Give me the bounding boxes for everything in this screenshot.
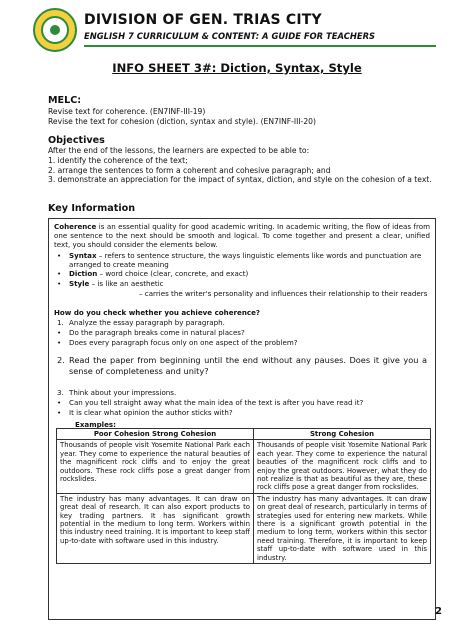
objective-item-2: 2. arrange the sentences to form a coherent and cohesive paragraph; and	[48, 166, 331, 175]
element-term: Syntax	[69, 251, 97, 260]
info-sheet-title: INFO SHEET 3#: Diction, Syntax, Style	[112, 61, 362, 75]
bullet-icon: •	[57, 328, 62, 337]
melc-heading: MELC:	[48, 95, 82, 106]
step-3-bullet-1	[57, 398, 429, 408]
step-1	[57, 318, 429, 328]
cohesion-examples-table	[56, 428, 431, 564]
step-text: Read the paper from beginning until the end without any pauses. Does it give you a sense of completeness and unity?	[69, 355, 427, 376]
style-subnote: – carries the writer's personality and influences their relationship to their readers	[139, 289, 428, 298]
objectives-intro: After the end of the lessons, the learners are expected to be able to:	[48, 146, 310, 155]
key-info-heading: Key Information	[48, 203, 136, 214]
table-cell: The industry has many advantages. It can draw on great deal of research. It can also export products to key trading partners. It has significant growth potential in the medium to long term. Workers within this industry need training. It is important to keep staff up-to-date with software used in this industry.	[57, 493, 254, 563]
bullet-icon: •	[57, 408, 62, 417]
objective-item-3: 3. demonstrate an appreciation for the impact of syntax, diction, and style on the cohesion of a text.	[48, 175, 432, 184]
element-text: – is like an aesthetic	[89, 279, 164, 288]
table-cell: The industry has many advantages. It can draw on great deal of research, particularly in terms of strategies used for entering new markets. While there is a significant growth potential in the medium to long term, workers within this sector need training. Therefore, it is important to keep staff up-to-date with software used in this industry.	[254, 493, 431, 563]
table-header-row	[57, 429, 431, 440]
bullet-icon: •	[57, 398, 62, 407]
step-1-bullet-2	[57, 338, 429, 348]
melc-line-2: Revise the text for cohesion (diction, syntax and style). (EN7INF-III-20)	[48, 117, 316, 126]
division-subtitle: ENGLISH 7 CURRICULUM & CONTENT: A GUIDE FOR TEACHERS	[84, 31, 376, 41]
element-diction	[57, 269, 429, 279]
element-syntax	[57, 251, 429, 270]
table-header: Strong Cohesion	[254, 429, 431, 440]
bullet-icon: •	[57, 251, 62, 260]
element-term: Diction	[69, 269, 98, 278]
objective-item-1: 1. identify the coherence of the text;	[48, 156, 188, 165]
division-title: DIVISION OF GEN. TRIAS CITY	[84, 12, 322, 28]
bullet-text: Does every paragraph focus only on one aspect of the problem?	[69, 338, 298, 347]
table-row	[57, 493, 431, 563]
table-header: Poor Cohesion Strong Cohesion	[57, 429, 254, 440]
bullet-icon: •	[57, 338, 62, 347]
bullet-text: Do the paragraph breaks come in natural places?	[69, 328, 245, 337]
examples-label: Examples:	[75, 420, 116, 429]
element-style	[57, 279, 429, 289]
step-number: 2.	[57, 355, 65, 365]
step-3	[57, 388, 429, 398]
header-divider	[84, 45, 436, 47]
bullet-text: It is clear what opinion the author sticks with?	[69, 408, 233, 417]
element-text: – word choice (clear, concrete, and exact)	[97, 269, 249, 278]
step-1-bullet-1	[57, 328, 429, 338]
table-cell: Thousands of people visit Yosemite National Park each year. They come to experience the natural beauties of the magnificent rock cliffs and to enjoy the great outdoors. These rock cliffs pose a great danger from rockslides.	[57, 440, 254, 493]
step-2	[57, 355, 427, 377]
coherence-term: Coherence	[54, 222, 97, 231]
bullet-icon: •	[57, 279, 62, 288]
step-3-bullet-2	[57, 408, 429, 418]
table-row	[57, 440, 431, 493]
objectives-heading: Objectives	[48, 135, 105, 146]
step-number: 1.	[57, 318, 64, 327]
bullet-icon: •	[57, 269, 62, 278]
element-text: – refers to sentence structure, the ways linguistic elements like words and punctuation are arranged to create meaning	[69, 251, 422, 269]
coherence-question: How do you check whether you achieve coherence?	[54, 308, 261, 317]
step-text: Think about your impressions.	[69, 388, 177, 397]
page-number: 2	[435, 606, 442, 617]
step-text: Analyze the essay paragraph by paragraph.	[69, 318, 225, 327]
table-cell: Thousands of people visit Yosemite National Park each year. They come to experience the natural beauties of the magnificent rock cliffs and to enjoy the great outdoors. However, what they do not realize is that as beautiful as they are, these rock cliffs pose a great danger from rockslides.	[254, 440, 431, 493]
coherence-text: is an essential quality for good academic writing. In academic writing, the flow of ideas from one sentence to the next should be smooth and logical. To come together and present a clear, unified text, you should consider the elements below.	[54, 222, 430, 249]
city-seal-icon	[33, 8, 77, 52]
coherence-definition	[54, 223, 430, 250]
step-number: 3.	[57, 388, 64, 397]
bullet-text: Can you tell straight away what the main idea of the text is after you have read it?	[69, 398, 364, 407]
element-term: Style	[69, 279, 90, 288]
melc-line-1: Revise text for coherence. (EN7INF-III-19)	[48, 107, 206, 116]
